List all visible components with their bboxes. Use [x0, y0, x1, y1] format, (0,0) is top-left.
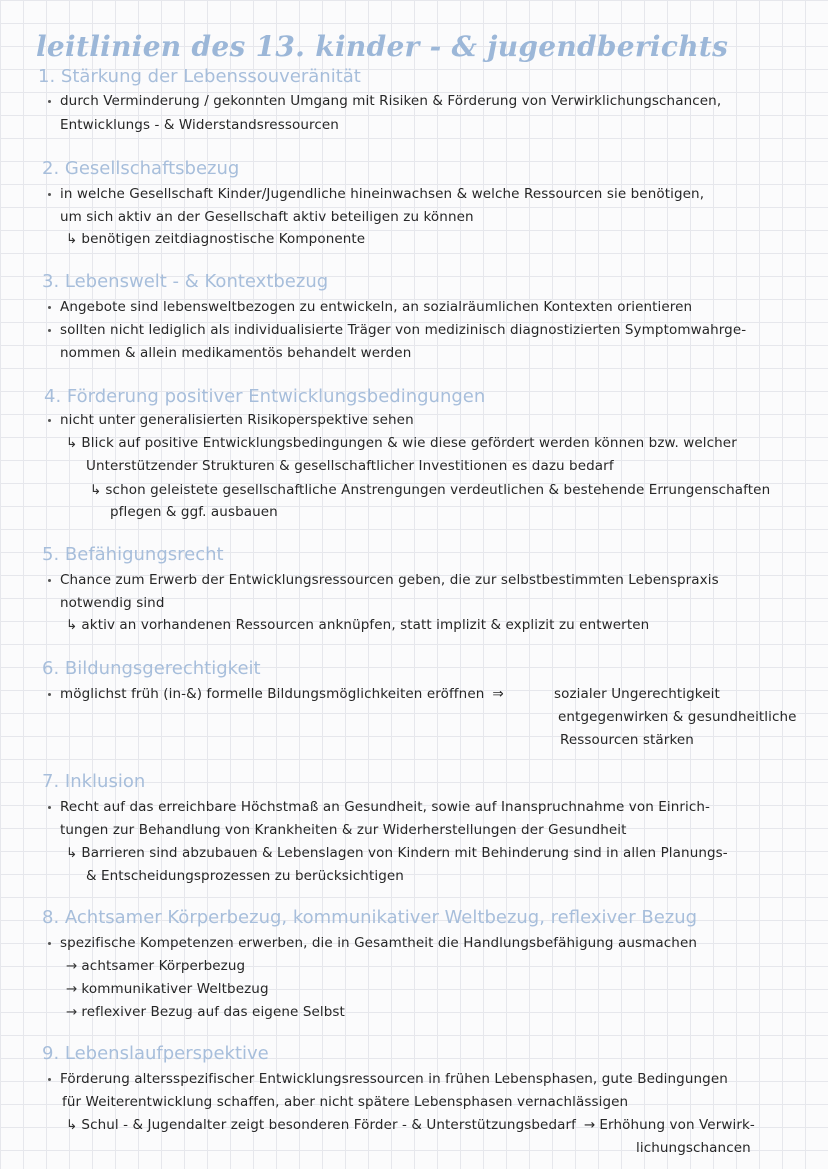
section-6-main-text: möglichst früh (in-&) formelle Bildungsmöglichkeiten eröffnen: [60, 686, 485, 702]
section-6-line-2: sozialer Ungerechtigkeit: [554, 686, 720, 702]
section-3-line-2: sollten nicht lediglich als individualisierte Träger von medizinisch diagnostizierten Symptomwahrge-: [60, 322, 747, 338]
section-6-heading: 6. Bildungsgerechtigkeit: [42, 658, 261, 679]
section-4-line-3: Unterstützender Strukturen & gesellschaftlicher Investitionen es dazu bedarf: [86, 458, 614, 474]
section-7-line-1: Recht auf das erreichbare Höchstmaß an Gesundheit, sowie auf Inanspruchnahme von Einrich-: [60, 799, 711, 815]
section-5-heading: 5. Befähigungsrecht: [42, 544, 224, 565]
bullet-dot: [48, 329, 51, 332]
section-7-heading: 7. Inklusion: [42, 771, 146, 792]
section-1-line-2: Entwicklungs - & Widerstandsressourcen: [60, 117, 339, 133]
section-9-line-2: für Weiterentwicklung schaffen, aber nicht spätere Lebensphasen vernachlässigen: [62, 1094, 629, 1110]
section-2-line-1: in welche Gesellschaft Kinder/Jugendliche hineinwachsen & welche Ressourcen sie benötigen,: [60, 186, 705, 202]
section-8-item-3: reflexiver Bezug auf das eigene Selbst: [81, 1004, 345, 1020]
section-3-line-3: nommen & allein medikamentös behandelt werden: [60, 345, 412, 361]
bullet-dot: [48, 419, 51, 422]
section-3-line-1: Angebote sind lebensweltbezogen zu entwickeln, an sozialräumlichen Kontexten orientieren: [60, 299, 693, 315]
section-4-line-4: [90, 481, 770, 499]
arrow-icon: ↳: [66, 231, 78, 247]
bullet-dot: [48, 942, 51, 945]
bullet-dot: [48, 693, 51, 696]
section-7-line-4: & Entscheidungsprozessen zu berücksichtigen: [86, 868, 404, 884]
bullet-dot: [48, 806, 51, 809]
section-6-line-3: entgegenwirken & gesundheitliche: [558, 709, 797, 725]
section-8-item-2: kommunikativer Weltbezug: [81, 981, 269, 997]
bullet-dot: [48, 306, 51, 309]
arrow-icon: ↳: [90, 482, 102, 498]
section-2-line-2: um sich aktiv an der Gesellschaft aktiv beteiligen zu können: [60, 209, 474, 225]
section-9-subpoint: Schul - & Jugendalter zeigt besonderen Förder - & Unterstützungsbedarf: [81, 1117, 576, 1133]
section-7-line-2: tungen zur Behandlung von Krankheiten & zur Widerherstellungen der Gesundheit: [60, 822, 627, 838]
bullet-dot: [48, 579, 51, 582]
section-4-subpoint: Blick auf positive Entwicklungsbedingungen & wie diese gefördert werden können bzw. welcher: [81, 435, 737, 451]
arrow-right-icon: →: [66, 981, 78, 997]
page-title: leitlinien des 13. kinder - & jugendberichts: [36, 30, 729, 63]
section-2-line-3: [66, 230, 365, 248]
arrow-icon: ↳: [66, 435, 78, 451]
section-9-line-5: lichungschancen: [636, 1140, 751, 1156]
arrow-icon: ↳: [66, 617, 78, 633]
section-5-line-2: notwendig sind: [60, 595, 165, 611]
section-6-line-4: Ressourcen stärken: [560, 732, 694, 748]
section-4-heading: 4. Förderung positiver Entwicklungsbedingungen: [44, 386, 486, 407]
arrow-right-icon: →: [66, 958, 78, 974]
section-2-heading: 2. Gesellschaftsbezug: [42, 158, 240, 179]
section-9-line-3: [66, 1116, 755, 1134]
section-8-line-2: [66, 957, 245, 975]
bullet-dot: [48, 100, 51, 103]
section-5-line-1: Chance zum Erwerb der Entwicklungsressourcen geben, die zur selbstbestimmten Lebenspraxis: [60, 572, 719, 588]
section-8-heading: 8. Achtsamer Körperbezug, kommunikativer Weltbezug, reflexiver Bezug: [42, 907, 698, 928]
section-5-subpoint: aktiv an vorhandenen Ressourcen anknüpfen, statt implizit & explizit zu entwerten: [81, 617, 650, 633]
section-7-line-3: [66, 844, 728, 862]
arrow-right-icon: →: [584, 1117, 596, 1133]
bullet-dot: [48, 193, 51, 196]
section-1-line-1: durch Verminderung / gekonnten Umgang mit Risiken & Förderung von Verwirklichungschancen,: [60, 93, 722, 109]
section-4-line-2: [66, 434, 737, 452]
section-4-line-5: pflegen & ggf. ausbauen: [110, 504, 278, 520]
bullet-dot: [48, 1078, 51, 1081]
section-2-subpoint: benötigen zeitdiagnostische Komponente: [81, 231, 366, 247]
section-7-subpoint: Barrieren sind abzubauen & Lebenslagen von Kindern mit Behinderung sind in allen Planungs-: [81, 845, 728, 861]
section-8-line-4: [66, 1003, 345, 1021]
section-5-line-3: [66, 616, 649, 634]
section-8-item-1: achtsamer Körperbezug: [81, 958, 246, 974]
section-9-result: Erhöhung von Verwirk-: [599, 1117, 755, 1133]
arrow-icon: ↳: [66, 845, 78, 861]
arrow-icon: ↳: [66, 1117, 78, 1133]
section-4-line-1: nicht unter generalisierten Risikoperspektive sehen: [60, 412, 414, 428]
section-1-heading: 1. Stärkung der Lebenssouveränität: [38, 66, 361, 87]
section-8-line-1: spezifische Kompetenzen erwerben, die in Gesamtheit die Handlungsbefähigung ausmachen: [60, 935, 698, 951]
section-9-heading: 9. Lebenslaufperspektive: [42, 1043, 269, 1064]
implies-arrow-icon: ⇒: [492, 686, 504, 702]
section-4-subsubpoint: schon geleistete gesellschaftliche Anstrengungen verdeutlichen & bestehende Errungenschaften: [105, 482, 771, 498]
section-9-line-1: Förderung altersspezifischer Entwicklungsressourcen in frühen Lebensphasen, gute Bedingungen: [60, 1071, 728, 1087]
section-3-heading: 3. Lebenswelt - & Kontextbezug: [42, 271, 329, 292]
section-6-line-1: [60, 685, 504, 703]
section-8-line-3: [66, 980, 269, 998]
arrow-right-icon: →: [66, 1004, 78, 1020]
